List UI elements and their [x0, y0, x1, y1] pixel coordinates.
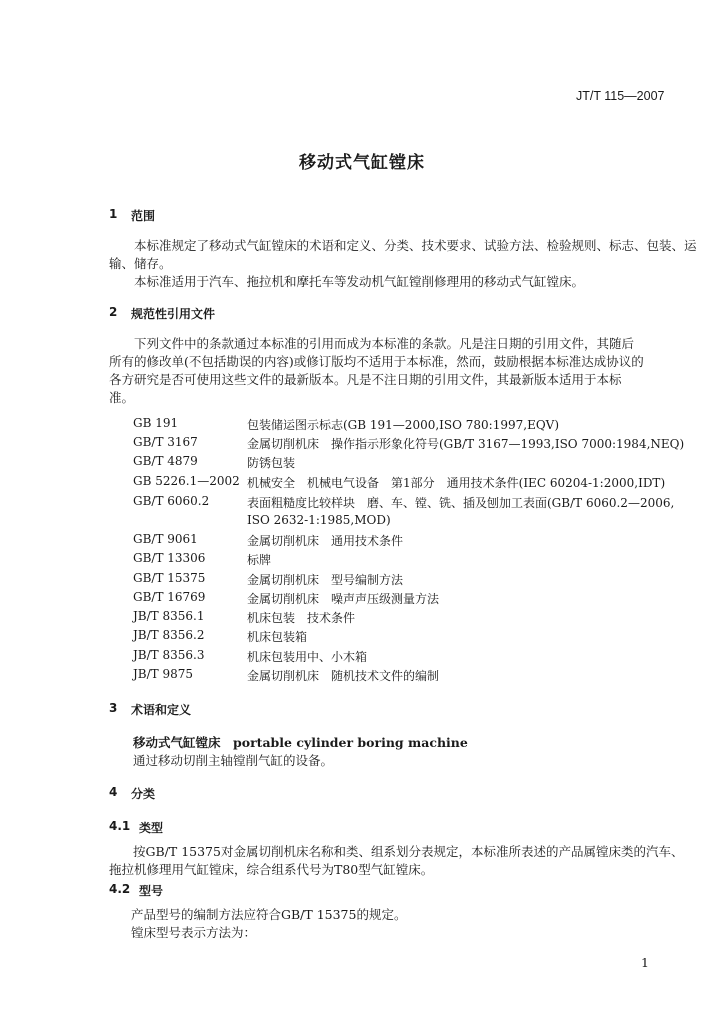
reference-title: ISO 2632-1:1985,MOD) — [247, 513, 391, 527]
reference-row — [0, 667, 724, 685]
reference-title: 金属切削机床 型号编制方法 — [247, 573, 404, 587]
reference-title: 金属切削机床 随机技术文件的编制 — [247, 669, 440, 683]
reference-row — [0, 590, 724, 608]
page-number: 1 — [641, 955, 649, 970]
section-1-para2: 本标准适用于汽车、拖拉机和摩托车等发动机气缸镗削修理用的移动式气缸镗床。 — [134, 274, 585, 289]
reference-row — [0, 609, 724, 627]
document-title: 移动式气缸镗床 — [299, 153, 425, 173]
reference-row — [0, 513, 724, 531]
section-2-para-line3: 各方研究是否可使用这些文件的最新版本。凡是不注日期的引用文件，其最新版本适用于本标 — [109, 372, 622, 387]
section-2-number: 2 — [109, 305, 118, 319]
section-1-para1-line2: 输、储存。 — [109, 256, 172, 271]
reference-code: GB 191 — [133, 416, 179, 430]
section-4-1-para-line1: 按GB/T 15375对金属切削机床名称和类、组系划分表规定，本标准所表述的产品属镗床类的汽车、 — [133, 844, 684, 859]
reference-code: JB/T 9875 — [133, 667, 194, 681]
reference-code: JB/T 8356.3 — [133, 648, 205, 662]
reference-row — [0, 648, 724, 666]
reference-code: JB/T 8356.1 — [133, 609, 205, 623]
section-2-para-line1: 下列文件中的条款通过本标准的引用而成为本标准的条款。凡是注日期的引用文件，其随后 — [134, 336, 635, 351]
reference-title: 金属切削机床 通用技术条件 — [247, 534, 404, 548]
term-entry: 移动式气缸镗床 portable cylinder boring machine — [133, 735, 468, 750]
reference-code: GB 5226.1—2002 — [133, 474, 240, 488]
reference-code: GB/T 6060.2 — [133, 494, 210, 508]
reference-row — [0, 435, 724, 453]
reference-title: 金属切削机床 操作指示形象化符号(GB/T 3167—1993,ISO 7000:1984,NEQ) — [247, 437, 685, 451]
section-3-number: 3 — [109, 701, 118, 715]
reference-row — [0, 416, 724, 434]
reference-title: 防锈包装 — [247, 456, 296, 470]
reference-title: 机械安全 机械电气设备 第1部分 通用技术条件(IEC 60204-1:2000,IDT) — [247, 476, 666, 490]
reference-row — [0, 454, 724, 472]
reference-code: GB/T 4879 — [133, 454, 198, 468]
section-4-1-para-line2: 拖拉机修理用气缸镗床，综合组系代号为T80型气缸镗床。 — [109, 862, 434, 877]
reference-title: 表面粗糙度比较样块 磨、车、镗、铣、插及刨加工表面(GB/T 6060.2—2006, — [247, 496, 675, 510]
section-4-2-number: 4.2 — [109, 882, 131, 896]
reference-row — [0, 628, 724, 646]
reference-title: 标牌 — [247, 553, 272, 567]
section-2-para-line4: 准。 — [109, 390, 135, 405]
reference-title: 金属切削机床 噪声声压级测量方法 — [247, 592, 440, 606]
reference-row — [0, 474, 724, 492]
section-1-title: 范围 — [131, 209, 156, 223]
reference-code: GB/T 13306 — [133, 551, 206, 565]
section-4-1-title: 类型 — [139, 821, 164, 835]
reference-row — [0, 532, 724, 550]
section-4-1-number: 4.1 — [109, 819, 131, 833]
section-4-2-title: 型号 — [139, 884, 164, 898]
reference-code: GB/T 3167 — [133, 435, 198, 449]
section-1-para1-line1: 本标准规定了移动式气缸镗床的术语和定义、分类、技术要求、试验方法、检验规则、标志、包装、运 — [134, 238, 697, 253]
reference-code: JB/T 8356.2 — [133, 628, 205, 642]
reference-title: 机床包装 技术条件 — [247, 611, 356, 625]
section-1-number: 1 — [109, 207, 118, 221]
term-definition: 通过移动切削主轴镗削气缸的设备。 — [133, 753, 334, 768]
section-4-2-para2: 镗床型号表示方法为： — [131, 925, 257, 940]
reference-row — [0, 494, 724, 512]
reference-title: 机床包装用中、小木箱 — [247, 650, 368, 664]
reference-title: 包装储运图示标志(GB 191—2000,ISO 780:1997,EQV) — [247, 418, 560, 432]
section-2-para-line2: 所有的修改单(不包括勘误的内容)或修订版均不适用于本标准，然而，鼓励根据本标准达成协议的 — [109, 354, 644, 369]
reference-title: 机床包装箱 — [247, 630, 308, 644]
section-2-title: 规范性引用文件 — [131, 307, 216, 321]
standard-code: JT/T 115—2007 — [576, 89, 665, 103]
reference-row — [0, 551, 724, 569]
section-4-2-para1: 产品型号的编制方法应符合GB/T 15375的规定。 — [131, 907, 407, 922]
section-4-number: 4 — [109, 785, 118, 799]
section-4-title: 分类 — [131, 787, 156, 801]
reference-code: GB/T 16769 — [133, 590, 206, 604]
reference-code: GB/T 9061 — [133, 532, 198, 546]
section-3-title: 术语和定义 — [131, 703, 192, 717]
reference-row — [0, 571, 724, 589]
reference-code: GB/T 15375 — [133, 571, 206, 585]
